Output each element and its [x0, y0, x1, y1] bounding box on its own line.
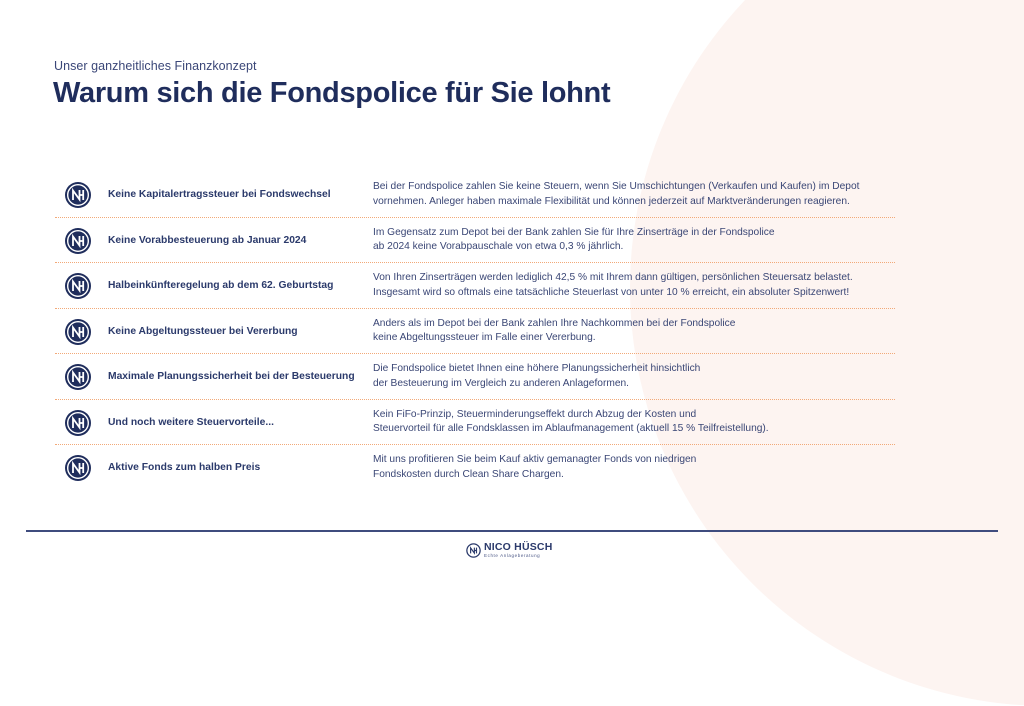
benefit-description: [373, 172, 859, 217]
footer-divider: [26, 530, 998, 532]
footer-brand-logo: [466, 542, 553, 559]
nh-logo-icon: [65, 410, 91, 436]
benefit-description: [373, 309, 735, 354]
benefits-list: [55, 172, 895, 491]
benefit-row: [55, 445, 895, 491]
benefit-row: [55, 400, 895, 446]
benefit-description-line: Mit uns profitieren Sie beim Kauf aktiv gemanagter Fonds von niedrigen: [373, 454, 697, 465]
benefit-row: [55, 218, 895, 264]
benefit-title: Keine Abgeltungssteuer bei Vererbung: [108, 325, 298, 337]
benefit-title: Maximale Planungssicherheit bei der Besteuerung: [108, 371, 355, 382]
nh-logo-icon: [65, 228, 91, 254]
benefit-row: [55, 309, 895, 355]
benefit-description-line: Die Fondspolice bietet Ihnen eine höhere Planungssicherheit hinsichtlich: [373, 363, 701, 374]
benefit-description: [373, 354, 700, 399]
benefit-description: [373, 263, 853, 308]
benefit-title: Keine Vorabbesteuerung ab Januar 2024: [108, 234, 307, 246]
benefit-row: [55, 263, 895, 309]
benefit-row: [55, 172, 895, 218]
benefit-description-line: Anders als im Depot bei der Bank zahlen Ihre Nachkommen bei der Fondspolice: [373, 317, 736, 329]
benefit-title: Und noch weitere Steuervorteile...: [108, 416, 274, 428]
benefit-title: Aktive Fonds zum halben Preis: [108, 462, 261, 473]
benefit-description-line: Im Gegensatz zum Depot bei der Bank zahlen Sie für Ihre Zinserträge in der Fondspolice: [373, 226, 775, 238]
nh-logo-icon: [466, 543, 481, 558]
benefit-description-line: Insgesamt wird so oftmals eine tatsächliche Steuerlast von unter 10 % erreicht, ein absoluter Spitzenwert!: [373, 286, 850, 298]
benefit-description-line: Bei der Fondspolice zahlen Sie keine Steuern, wenn Sie Umschichtungen (Verkaufen und Kaufen) im Depot: [373, 181, 860, 192]
benefit-description: [373, 400, 769, 445]
benefit-description-line: Kein FiFo-Prinzip, Steuerminderungseffekt durch Abzug der Kosten und: [373, 408, 697, 420]
nh-logo-icon: [65, 364, 91, 390]
benefit-description-line: Von Ihren Zinserträgen werden lediglich 42,5 % mit Ihrem dann gültigen, persönlichen Steuersatz belastet.: [373, 272, 853, 283]
benefit-description-line: Steuervorteil für alle Fondsklassen im Ablaufmanagement (aktuell 15 % Teilfreistellung).: [373, 423, 769, 434]
benefit-description-line: der Besteuerung im Vergleich zu anderen Anlageformen.: [373, 377, 629, 389]
benefit-description: [373, 445, 696, 490]
benefit-title: Keine Kapitalertragssteuer bei Fondswechsel: [108, 189, 331, 200]
nh-logo-icon: [65, 319, 91, 345]
nh-logo-icon: [65, 182, 91, 208]
benefit-description: [373, 218, 774, 263]
benefit-description-line: ab 2024 keine Vorabpauschale von etwa 0,3 % jährlich.: [373, 241, 624, 252]
brand-name: NICO HÜSCH: [484, 541, 553, 553]
benefit-description-line: vornehmen. Anleger haben maximale Flexibilität und können jederzeit auf Marktveränderungen reagieren.: [373, 195, 850, 207]
slide-subtitle: Unser ganzheitliches Finanzkonzept: [54, 59, 257, 73]
nh-logo-icon: [65, 455, 91, 481]
nh-logo-icon: [65, 273, 91, 299]
benefit-row: [55, 354, 895, 400]
slide-title: Warum sich die Fondspolice für Sie lohnt: [53, 77, 611, 109]
benefit-description-line: keine Abgeltungssteuer im Falle einer Vererbung.: [373, 332, 596, 343]
benefit-title: Halbeinkünfteregelung ab dem 62. Geburtstag: [108, 280, 334, 291]
brand-tagline: Echte Anlageberatung: [484, 553, 541, 558]
benefit-description-line: Fondskosten durch Clean Share Chargen.: [373, 468, 564, 480]
